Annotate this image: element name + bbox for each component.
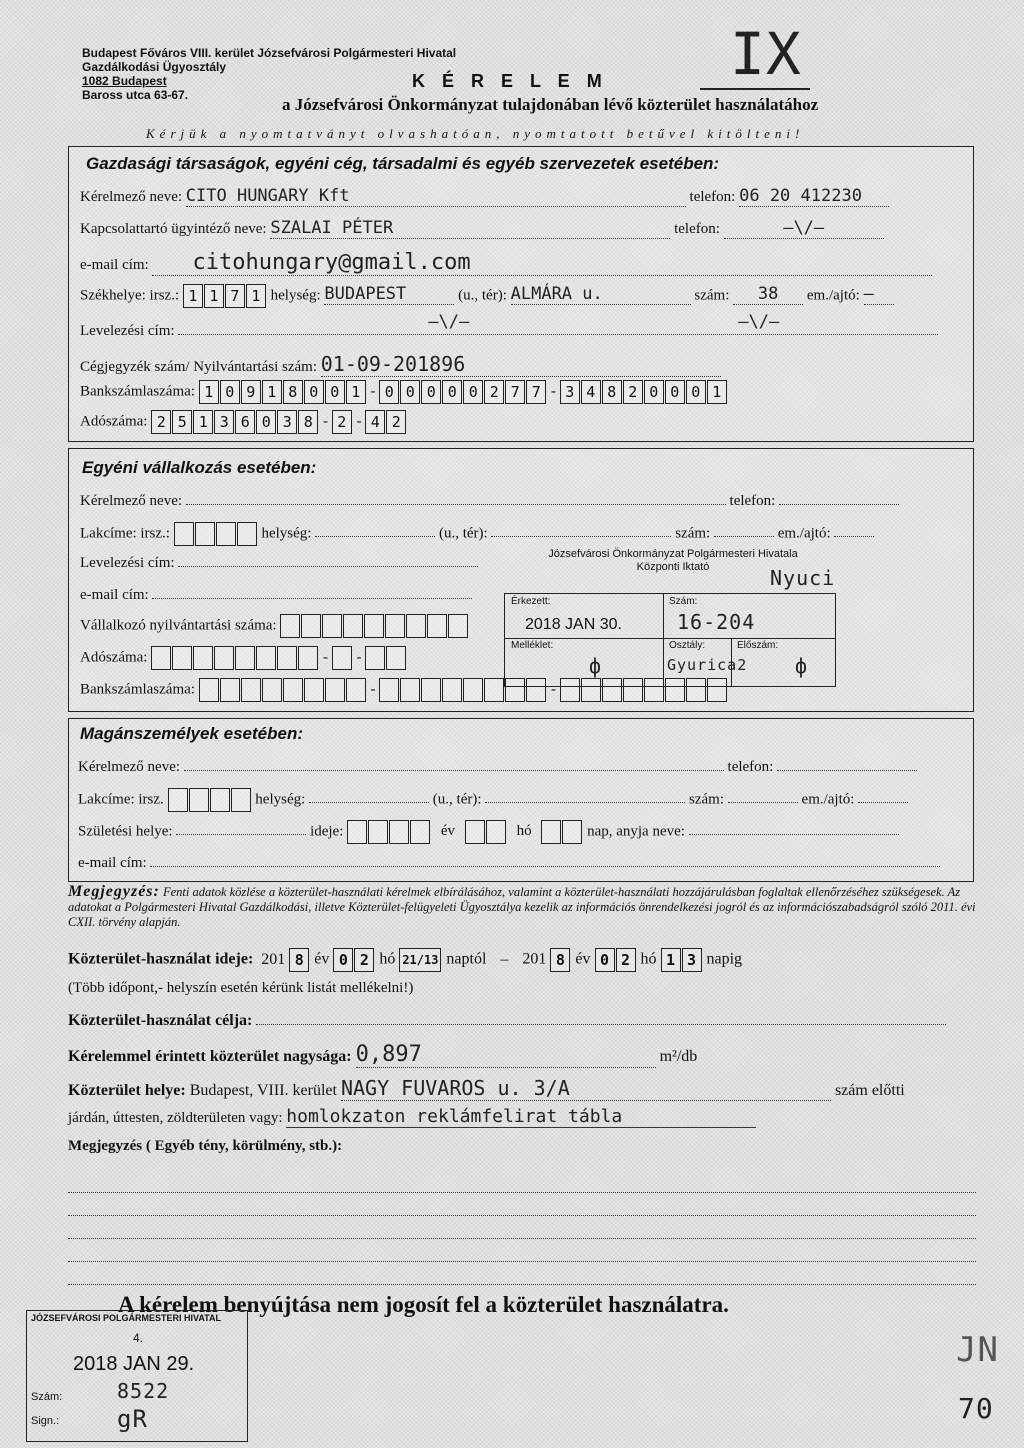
zip-cell[interactable]: 1 (246, 284, 266, 308)
tax-group-2[interactable] (332, 410, 353, 434)
bank-cell[interactable] (400, 678, 420, 702)
birth-month-cells[interactable] (465, 820, 507, 844)
section-sole-trader-title: Egyéni vállalkozás esetében: (82, 458, 317, 477)
from-year-cell[interactable]: 8 (289, 948, 309, 972)
usage-location-row (68, 1076, 905, 1101)
bank-cell[interactable]: 1 (199, 380, 219, 404)
tax-cell[interactable]: 2 (386, 410, 406, 434)
tax-cell[interactable]: 2 (151, 410, 171, 434)
stamp-hline (505, 638, 835, 639)
day-cell[interactable]: 3 (682, 948, 702, 972)
note-text: Fenti adatok közlése a közterület-használati kérelmek elbírálásához, valamint a közterület-használati hozzájárulásban foglaltak ellenőrzéséhez szükségesek. Az adatokat a Polgármesteri Hivatal Gazdálkodási, illetve Közterület-felügyeleti Ügyosztálya kezelik az információs önrendelkezési jogról és az információszabadságról szóló 2011. évi CXII. törvény alapján. (68, 885, 976, 929)
tax-cell[interactable]: 6 (235, 410, 255, 434)
handwritten-mark: IX (730, 20, 802, 88)
number-label: szám: (675, 525, 711, 542)
location-label: Közterület helye: (68, 1082, 186, 1099)
bank-cell[interactable]: 8 (602, 380, 622, 404)
bank-cell[interactable]: 7 (505, 380, 525, 404)
received-stamp-title: JÓZSEFVÁROSI POLGÁRMESTERI HIVATAL (31, 1313, 222, 1323)
registry-label: Cégjegyzék szám/ Nyilvántartási szám: (80, 359, 318, 375)
mail-address-value: —\/— (738, 312, 780, 332)
phone2-value[interactable]: —\/— (724, 218, 884, 239)
month-label: hó (640, 950, 657, 968)
private-birth-row (78, 820, 899, 844)
bank-label: Bankszámlaszáma: (80, 681, 195, 698)
bank-cell[interactable] (463, 678, 483, 702)
requester-label: Kérelmező neve: (78, 759, 181, 775)
email-field[interactable] (152, 584, 472, 599)
day-mother-label: nap, anyja neve: (587, 823, 685, 840)
sole-requester-row (80, 490, 899, 510)
bank-cells[interactable] (199, 678, 367, 702)
remarks-line[interactable] (68, 1216, 976, 1239)
bank-cell[interactable]: 0 (686, 380, 706, 404)
section-private-title: Magánszemélyek esetében: (80, 724, 303, 743)
email-value[interactable]: citohungary@gmail.com (152, 250, 932, 276)
seat-label: Székhelye: irsz.: (80, 287, 180, 304)
bank-cell[interactable]: 0 (400, 380, 420, 404)
tax-dash: - (356, 649, 362, 666)
bank-cell[interactable] (325, 678, 345, 702)
office-address (82, 46, 456, 102)
sole-tax-row (80, 646, 407, 670)
bank-cell[interactable] (283, 678, 303, 702)
mail-address-field[interactable] (178, 552, 478, 567)
received-stamp-number: 4. (133, 1331, 144, 1345)
purpose-label: Közterület-használat célja: (68, 1012, 253, 1029)
attachment-label: Melléklet: (511, 640, 554, 651)
mail-address-label: Levelezési cím: (80, 555, 175, 571)
initials: JN (956, 1330, 999, 1370)
city-field[interactable] (315, 522, 435, 537)
bank-cell[interactable]: 1 (707, 380, 727, 404)
size-label: Kérelemmel érintett közterület nagysága: (68, 1048, 352, 1065)
received-stamp-sign-value: gR (117, 1405, 148, 1433)
bank-cell[interactable] (379, 678, 399, 702)
bank-cell[interactable] (241, 678, 261, 702)
bank-cell[interactable]: 0 (442, 380, 462, 404)
floor-label: em./ajtó: (806, 287, 860, 304)
prev-number-value: ф (795, 654, 809, 678)
location-prefix: Budapest, VIII. kerület (189, 1082, 337, 1099)
tax-cells[interactable] (151, 646, 319, 670)
note-label: Megjegyzés: (68, 883, 160, 900)
stamp-vline (663, 594, 664, 686)
contact-label: Kapcsolattartó ügyintéző neve: (80, 221, 267, 237)
registry-stamp (504, 593, 836, 687)
tax-cell[interactable]: 4 (365, 410, 385, 434)
month-cell[interactable]: 0 (333, 948, 353, 972)
company-registry-row (80, 352, 721, 377)
company-contact-row (80, 218, 884, 239)
month-cell[interactable]: 2 (616, 948, 636, 972)
location-value[interactable]: NAGY FUVAROS u. 3/A (341, 1076, 831, 1101)
tax-group-3[interactable] (365, 410, 407, 434)
tax-dash: - (322, 649, 328, 666)
department-value: Gyurica2 (667, 656, 748, 674)
company-mail-row (80, 312, 938, 340)
zip-cell[interactable] (174, 522, 194, 546)
to-label: napig (706, 950, 743, 968)
office-line-2: Gazdálkodási Ügyosztály (82, 60, 227, 74)
bank-cell[interactable]: 0 (304, 380, 324, 404)
bank-cell[interactable]: 7 (526, 380, 546, 404)
form-subtitle: a Józsefvárosi Önkormányzat tulajdonában lévő közterület használatához (282, 95, 819, 114)
mark-underline (700, 88, 810, 90)
arrived-label: Érkezett: (511, 596, 551, 607)
bank-cell[interactable]: 0 (421, 380, 441, 404)
number-field[interactable] (728, 788, 798, 803)
bank-cell[interactable] (346, 678, 366, 702)
stamp-number-label: Szám: (669, 596, 698, 607)
bank-cell[interactable]: 0 (463, 380, 483, 404)
registry-cell[interactable] (322, 614, 342, 638)
to-day-cells[interactable] (661, 948, 703, 972)
email-field[interactable] (150, 852, 940, 867)
requester-field[interactable] (186, 490, 726, 505)
private-address-row (78, 788, 908, 812)
floor-field[interactable] (834, 522, 874, 537)
sole-registry-row (80, 614, 469, 638)
tax-cell[interactable] (365, 646, 385, 670)
remarks-line[interactable] (68, 1262, 976, 1285)
year-cell[interactable] (389, 820, 409, 844)
zip-cells[interactable] (174, 522, 258, 546)
tax-label: Adószáma: (80, 413, 148, 430)
tax-dash: - (322, 413, 328, 430)
tax-cell[interactable]: 8 (298, 410, 318, 434)
bank-cell[interactable]: 9 (241, 380, 261, 404)
day-cell[interactable] (541, 820, 561, 844)
email-label: e-mail cím: (80, 587, 149, 603)
bank-dash: - (550, 383, 556, 400)
zip-cell[interactable] (189, 788, 209, 812)
zip-cell[interactable] (237, 522, 257, 546)
mother-name-field[interactable] (689, 820, 899, 835)
floor-label: em./ajtó: (777, 525, 831, 542)
bank-dash: - (550, 681, 556, 698)
bank-cell[interactable] (442, 678, 462, 702)
bank-cell[interactable]: 4 (581, 380, 601, 404)
street-label: (u., tér): (458, 287, 507, 304)
registry-cell[interactable] (385, 614, 405, 638)
office-line-1: Budapest Főváros VIII. kerület Józsefvárosi Polgármesteri Hivatal (82, 46, 457, 60)
tax-cell[interactable] (151, 646, 171, 670)
bank-cell[interactable]: 0 (644, 380, 664, 404)
city-field[interactable] (309, 788, 429, 803)
month-label: hó (516, 823, 532, 840)
sole-address-row (80, 522, 874, 546)
tax-cell[interactable] (214, 646, 234, 670)
tax-group-1[interactable] (151, 410, 319, 434)
received-stamp-date: 2018 JAN 29. (73, 1353, 195, 1375)
surface-label: járdán, úttesten, zöldterületen vagy: (68, 1110, 283, 1126)
tax-cell[interactable] (277, 646, 297, 670)
bank-cell[interactable]: 1 (262, 380, 282, 404)
surface-value[interactable]: homlokzaton reklámfelirat tábla (286, 1106, 756, 1128)
multi-note: (Több időpont,- helyszín esetén kérünk listát mellékelni!) (68, 980, 414, 996)
bank-cell[interactable] (199, 678, 219, 702)
received-stamp-szam-label: Szám: (31, 1391, 63, 1403)
tax-cell[interactable] (172, 646, 192, 670)
month-cell[interactable] (465, 820, 485, 844)
bank-cell[interactable] (262, 678, 282, 702)
requester-value[interactable]: CITO HUNGARY Kft (186, 186, 686, 207)
registry-cell[interactable] (343, 614, 363, 638)
birth-day-cells[interactable] (541, 820, 583, 844)
year-label: év (575, 950, 591, 968)
received-stamp-sign-label: Sign.: (31, 1415, 60, 1427)
street-label: (u., tér): (438, 525, 488, 542)
registry-stamp-line1: Józsefvárosi Önkormányzat Polgármesteri Hivatala (548, 548, 798, 560)
year-label: év (440, 823, 456, 840)
remarks-line[interactable] (68, 1170, 976, 1193)
remarks-lines[interactable] (68, 1170, 976, 1285)
size-value[interactable]: 0,897 (356, 1042, 656, 1068)
sole-email-row (80, 584, 472, 604)
office-line-3: 1082 Budapest (82, 74, 167, 88)
registry-stamp-line2: Központi Iktató (636, 561, 710, 573)
department-label: Osztály: (669, 640, 706, 651)
instruction: Kérjük a nyomtatványt olvashatóan, nyomtatott betűvel kitölteni! (146, 126, 805, 141)
city-value[interactable]: BUDAPEST (324, 284, 454, 305)
company-seat-row (80, 284, 894, 308)
email-label: e-mail cím: (78, 855, 147, 871)
zip-cell[interactable]: 1 (204, 284, 224, 308)
year-cell[interactable] (410, 820, 430, 844)
attachment-value: ф (589, 654, 603, 678)
to-year-cell[interactable]: 8 (550, 948, 570, 972)
year-cell[interactable] (347, 820, 367, 844)
prev-number-label: Előszám: (737, 640, 779, 651)
footer-warning: A kérelem benyújtása nem jogosít fel a közterület használatra. (118, 1292, 729, 1317)
registry-cell[interactable] (406, 614, 426, 638)
tax-cell[interactable]: 5 (172, 410, 192, 434)
phone-label: telefon: (689, 189, 736, 205)
phone2-label: telefon: (674, 221, 720, 237)
registry-value[interactable]: 01-09-201896 (321, 352, 721, 377)
bank-dash: - (370, 383, 376, 400)
phone-label: telefon: (729, 493, 776, 509)
from-year-prefix: 201 (261, 950, 286, 968)
bank-cell[interactable]: 8 (283, 380, 303, 404)
registry-cell[interactable] (301, 614, 321, 638)
sole-mail-row (80, 552, 478, 572)
range-dash: – (500, 950, 509, 968)
number-field[interactable] (714, 522, 774, 537)
street-field[interactable] (485, 788, 685, 803)
tax-cells[interactable] (332, 646, 353, 670)
bank-cell[interactable]: 0 (325, 380, 345, 404)
remarks-label: Megjegyzés ( Egyéb tény, körülmény, stb.): (68, 1138, 343, 1154)
contact-value[interactable]: SZALAI PÉTER (270, 218, 670, 239)
zip-cell[interactable]: 7 (225, 284, 245, 308)
phone-field[interactable] (779, 490, 899, 505)
remarks-line[interactable] (68, 1193, 976, 1216)
zip-cell[interactable] (168, 788, 188, 812)
tax-cell[interactable]: 0 (256, 410, 276, 434)
received-stamp-szam-value: 8522 (117, 1379, 170, 1403)
to-month-cells[interactable] (595, 948, 637, 972)
bank-cell[interactable] (421, 678, 441, 702)
remarks-line[interactable] (68, 1239, 976, 1262)
page-number: 70 (958, 1392, 994, 1425)
zip-cell[interactable] (231, 788, 251, 812)
birthplace-label: Születési helye: (78, 823, 173, 840)
usage-purpose-row (68, 1010, 946, 1030)
zip-cells[interactable] (168, 788, 252, 812)
month-cell[interactable] (486, 820, 506, 844)
birth-year-cells[interactable] (347, 820, 431, 844)
bank-cell[interactable]: 0 (665, 380, 685, 404)
requester-label: Kérelmező neve: (80, 189, 183, 205)
tax-cells[interactable] (365, 646, 407, 670)
tax-cell[interactable] (332, 646, 352, 670)
address-label: Lakcíme: irsz. (78, 791, 164, 808)
street-field[interactable] (491, 522, 671, 537)
usage-period-row (68, 948, 742, 972)
day-cell[interactable] (562, 820, 582, 844)
bank-group-3[interactable] (560, 380, 728, 404)
month-label: hó (379, 950, 396, 968)
requester-field[interactable] (184, 756, 724, 771)
section-company-title: Gazdasági társaságok, egyéni cég, társadalmi és egyéb szervezetek esetében: (86, 154, 720, 173)
bank-cell[interactable] (304, 678, 324, 702)
from-month-cells[interactable] (333, 948, 375, 972)
usage-surface-row (68, 1106, 756, 1128)
registry-stamp-sign: Nyuci (770, 566, 836, 590)
bank-cell[interactable]: 2 (484, 380, 504, 404)
email-label: e-mail cím: (80, 257, 149, 273)
tax-cell[interactable]: 2 (332, 410, 352, 434)
from-day-cell[interactable]: 21/13 (399, 948, 441, 972)
size-unit: m²/db (659, 1048, 698, 1065)
city-label: helység: (261, 525, 312, 542)
requester-label: Kérelmező neve: (80, 493, 183, 509)
street-value[interactable]: ALMÁRA u. (511, 284, 691, 305)
registry-cell[interactable] (427, 614, 447, 638)
bank-group-2[interactable] (379, 380, 547, 404)
company-bank-row (80, 380, 728, 404)
mail-address-value: —\/— (428, 312, 470, 332)
registry-cell[interactable] (448, 614, 468, 638)
tax-dash: - (356, 413, 362, 430)
month-cell[interactable]: 0 (595, 948, 615, 972)
tax-cell[interactable] (256, 646, 276, 670)
company-tax-row (80, 410, 407, 434)
year-label: év (314, 950, 330, 968)
location-suffix: szám előtti (834, 1082, 905, 1099)
day-cell[interactable]: 1 (661, 948, 681, 972)
registry-cells[interactable] (280, 614, 469, 638)
bank-cell[interactable]: 0 (220, 380, 240, 404)
bank-cell[interactable] (220, 678, 240, 702)
arrived-value: 2018 JAN 30. (525, 616, 622, 633)
birthdate-label: ideje: (310, 823, 344, 840)
to-year-prefix: 201 (522, 950, 547, 968)
phone-field[interactable] (777, 756, 917, 771)
tax-cell[interactable]: 1 (193, 410, 213, 434)
office-line-4: Baross utca 63-67. (82, 88, 189, 102)
city-label: helység: (270, 287, 321, 304)
bank-cell[interactable]: 1 (346, 380, 366, 404)
bank-cell[interactable]: 2 (623, 380, 643, 404)
private-email-row (78, 852, 940, 872)
registry-cell[interactable] (280, 614, 300, 638)
phone-value[interactable]: 06 20 412230 (739, 186, 889, 207)
tax-cell[interactable] (193, 646, 213, 670)
usage-period-label: Közterület-használat ideje: (68, 950, 254, 968)
street-label: (u., tér): (432, 791, 482, 808)
registry-label: Vállalkozó nyilvántartási száma: (80, 617, 277, 634)
address-label: Lakcíme: irsz.: (80, 525, 170, 542)
tax-cell[interactable] (386, 646, 406, 670)
number-label: szám: (694, 287, 730, 304)
registry-cell[interactable] (364, 614, 384, 638)
bank-label: Bankszámlaszáma: (80, 383, 195, 400)
floor-value[interactable]: — (864, 284, 894, 305)
private-requester-row (78, 756, 917, 776)
city-label: helység: (255, 791, 306, 808)
privacy-note (68, 884, 976, 930)
number-value[interactable]: 38 (733, 284, 803, 305)
phone-label: telefon: (727, 759, 774, 775)
mail-address-label: Levelezési cím: (80, 323, 175, 339)
from-label: naptól (446, 950, 487, 968)
birthplace-field[interactable] (176, 820, 306, 835)
floor-field[interactable] (858, 788, 908, 803)
month-cell[interactable]: 2 (354, 948, 374, 972)
zip-cell[interactable] (210, 788, 230, 812)
zip-cell[interactable] (216, 522, 236, 546)
mail-address-field[interactable] (178, 312, 938, 335)
tax-cell[interactable]: 3 (277, 410, 297, 434)
purpose-field[interactable] (256, 1010, 946, 1025)
usage-size-row (68, 1042, 697, 1068)
number-label: szám: (689, 791, 725, 808)
tax-cell[interactable]: 3 (214, 410, 234, 434)
year-cell[interactable] (368, 820, 388, 844)
floor-label: em./ajtó: (801, 791, 855, 808)
bank-cell[interactable] (484, 678, 504, 702)
bank-group-1[interactable] (199, 380, 367, 404)
stamp-number-value: 16-204 (677, 610, 756, 634)
zip-cell[interactable]: 1 (183, 284, 203, 308)
seat-zip[interactable] (183, 284, 267, 308)
company-requester-row (80, 186, 889, 207)
zip-cell[interactable] (195, 522, 215, 546)
bank-cell[interactable]: 0 (379, 380, 399, 404)
tax-cell[interactable] (298, 646, 318, 670)
company-email-row (80, 250, 932, 276)
form-title: K É R E L E M (412, 71, 608, 91)
received-stamp (26, 1310, 248, 1442)
tax-cell[interactable] (235, 646, 255, 670)
bank-dash: - (370, 681, 376, 698)
bank-cell[interactable]: 3 (560, 380, 580, 404)
tax-label: Adószáma: (80, 649, 148, 666)
